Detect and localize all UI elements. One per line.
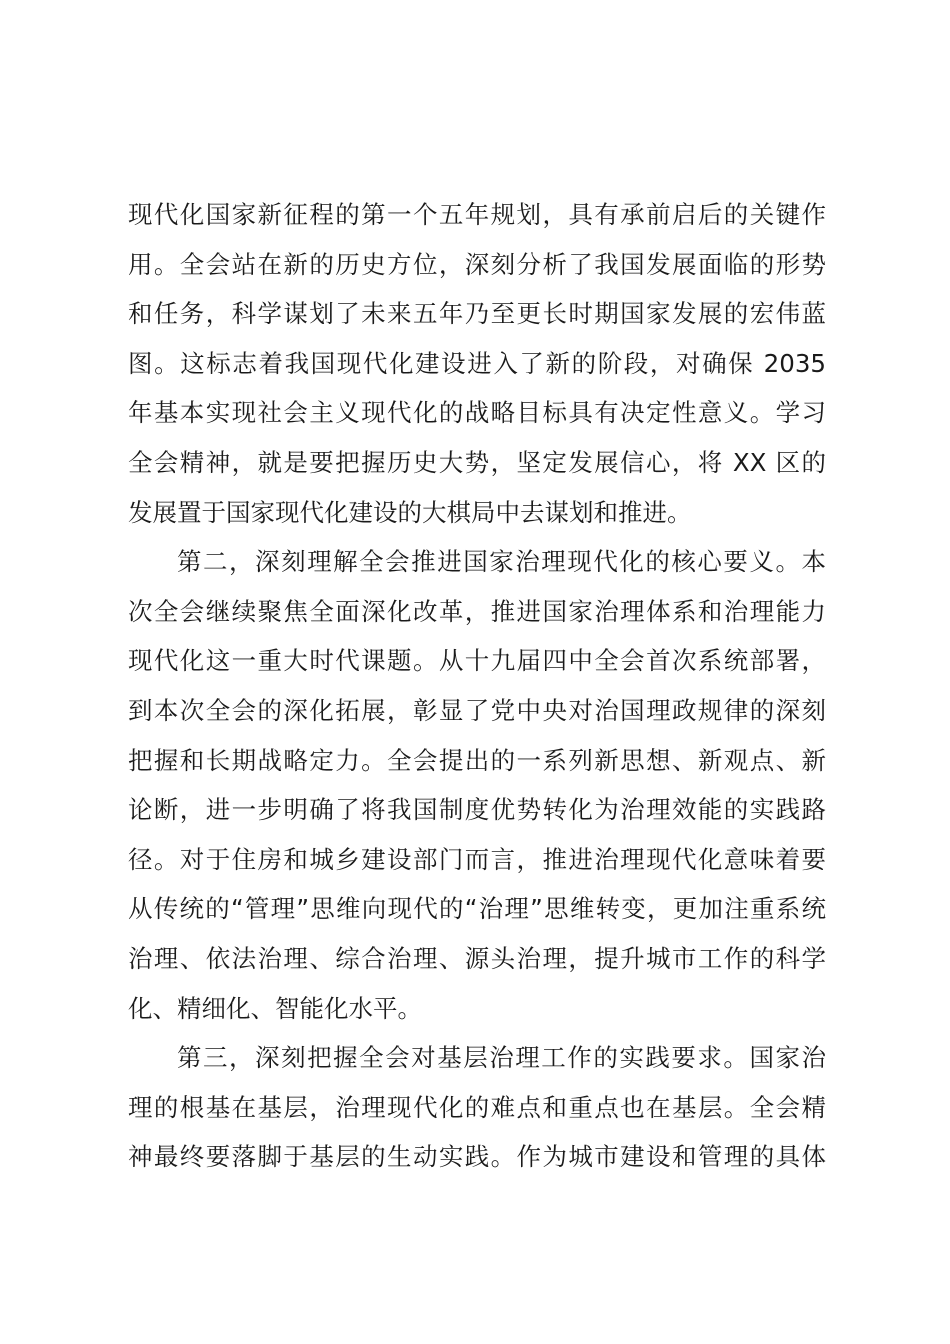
text-line: 和任务，科学谋划了未来五年乃至更长时期国家发展的宏伟蓝 xyxy=(128,299,826,329)
text-line: 从传统的“管理”思维向现代的“治理”思维转变，更加注重系统 xyxy=(128,894,826,924)
text-line: 径。对于住房和城乡建设部门而言，推进治理现代化意味着要 xyxy=(128,844,826,874)
text-line: 全会精神，就是要把握历史大势，坚定发展信心，将 XX 区的 xyxy=(128,447,826,477)
text-line: 第三，深刻把握全会对基层治理工作的实践要求。国家治 xyxy=(177,1043,826,1073)
text-line: 治理、依法治理、综合治理、源头治理，提升城市工作的科学 xyxy=(128,943,826,973)
text-line: 把握和长期战略定力。全会提出的一系列新思想、新观点、新 xyxy=(128,745,826,775)
text-line: 图。这标志着我国现代化建设进入了新的阶段，对确保 2035 xyxy=(128,348,826,378)
text-line: 发展置于国家现代化建设的大棋局中去谋划和推进。 xyxy=(128,497,692,527)
body-text xyxy=(128,190,826,1182)
text-line: 论断，进一步明确了将我国制度优势转化为治理效能的实践路 xyxy=(128,795,826,825)
text-line: 现代化国家新征程的第一个五年规划，具有承前启后的关键作 xyxy=(128,200,826,229)
text-line: 用。全会站在新的历史方位，深刻分析了我国发展面临的形势 xyxy=(128,249,826,279)
text-line: 次全会继续聚焦全面深化改革，推进国家治理体系和治理能力 xyxy=(128,596,826,626)
text-line: 化、精细化、智能化水平。 xyxy=(128,993,422,1023)
text-line: 理的根基在基层，治理现代化的难点和重点也在基层。全会精 xyxy=(128,1092,826,1122)
text-line: 到本次全会的深化拓展，彰显了党中央对治国理政规律的深刻 xyxy=(128,695,826,725)
text-line: 年基本实现社会主义现代化的战略目标具有决定性意义。学习 xyxy=(128,398,826,428)
text-line: 现代化这一重大时代课题。从十九届四中全会首次系统部署， xyxy=(128,646,826,676)
text-line: 神最终要落脚于基层的生动实践。作为城市建设和管理的具体 xyxy=(128,1142,826,1172)
text-line: 第二，深刻理解全会推进国家治理现代化的核心要义。本 xyxy=(177,547,826,577)
